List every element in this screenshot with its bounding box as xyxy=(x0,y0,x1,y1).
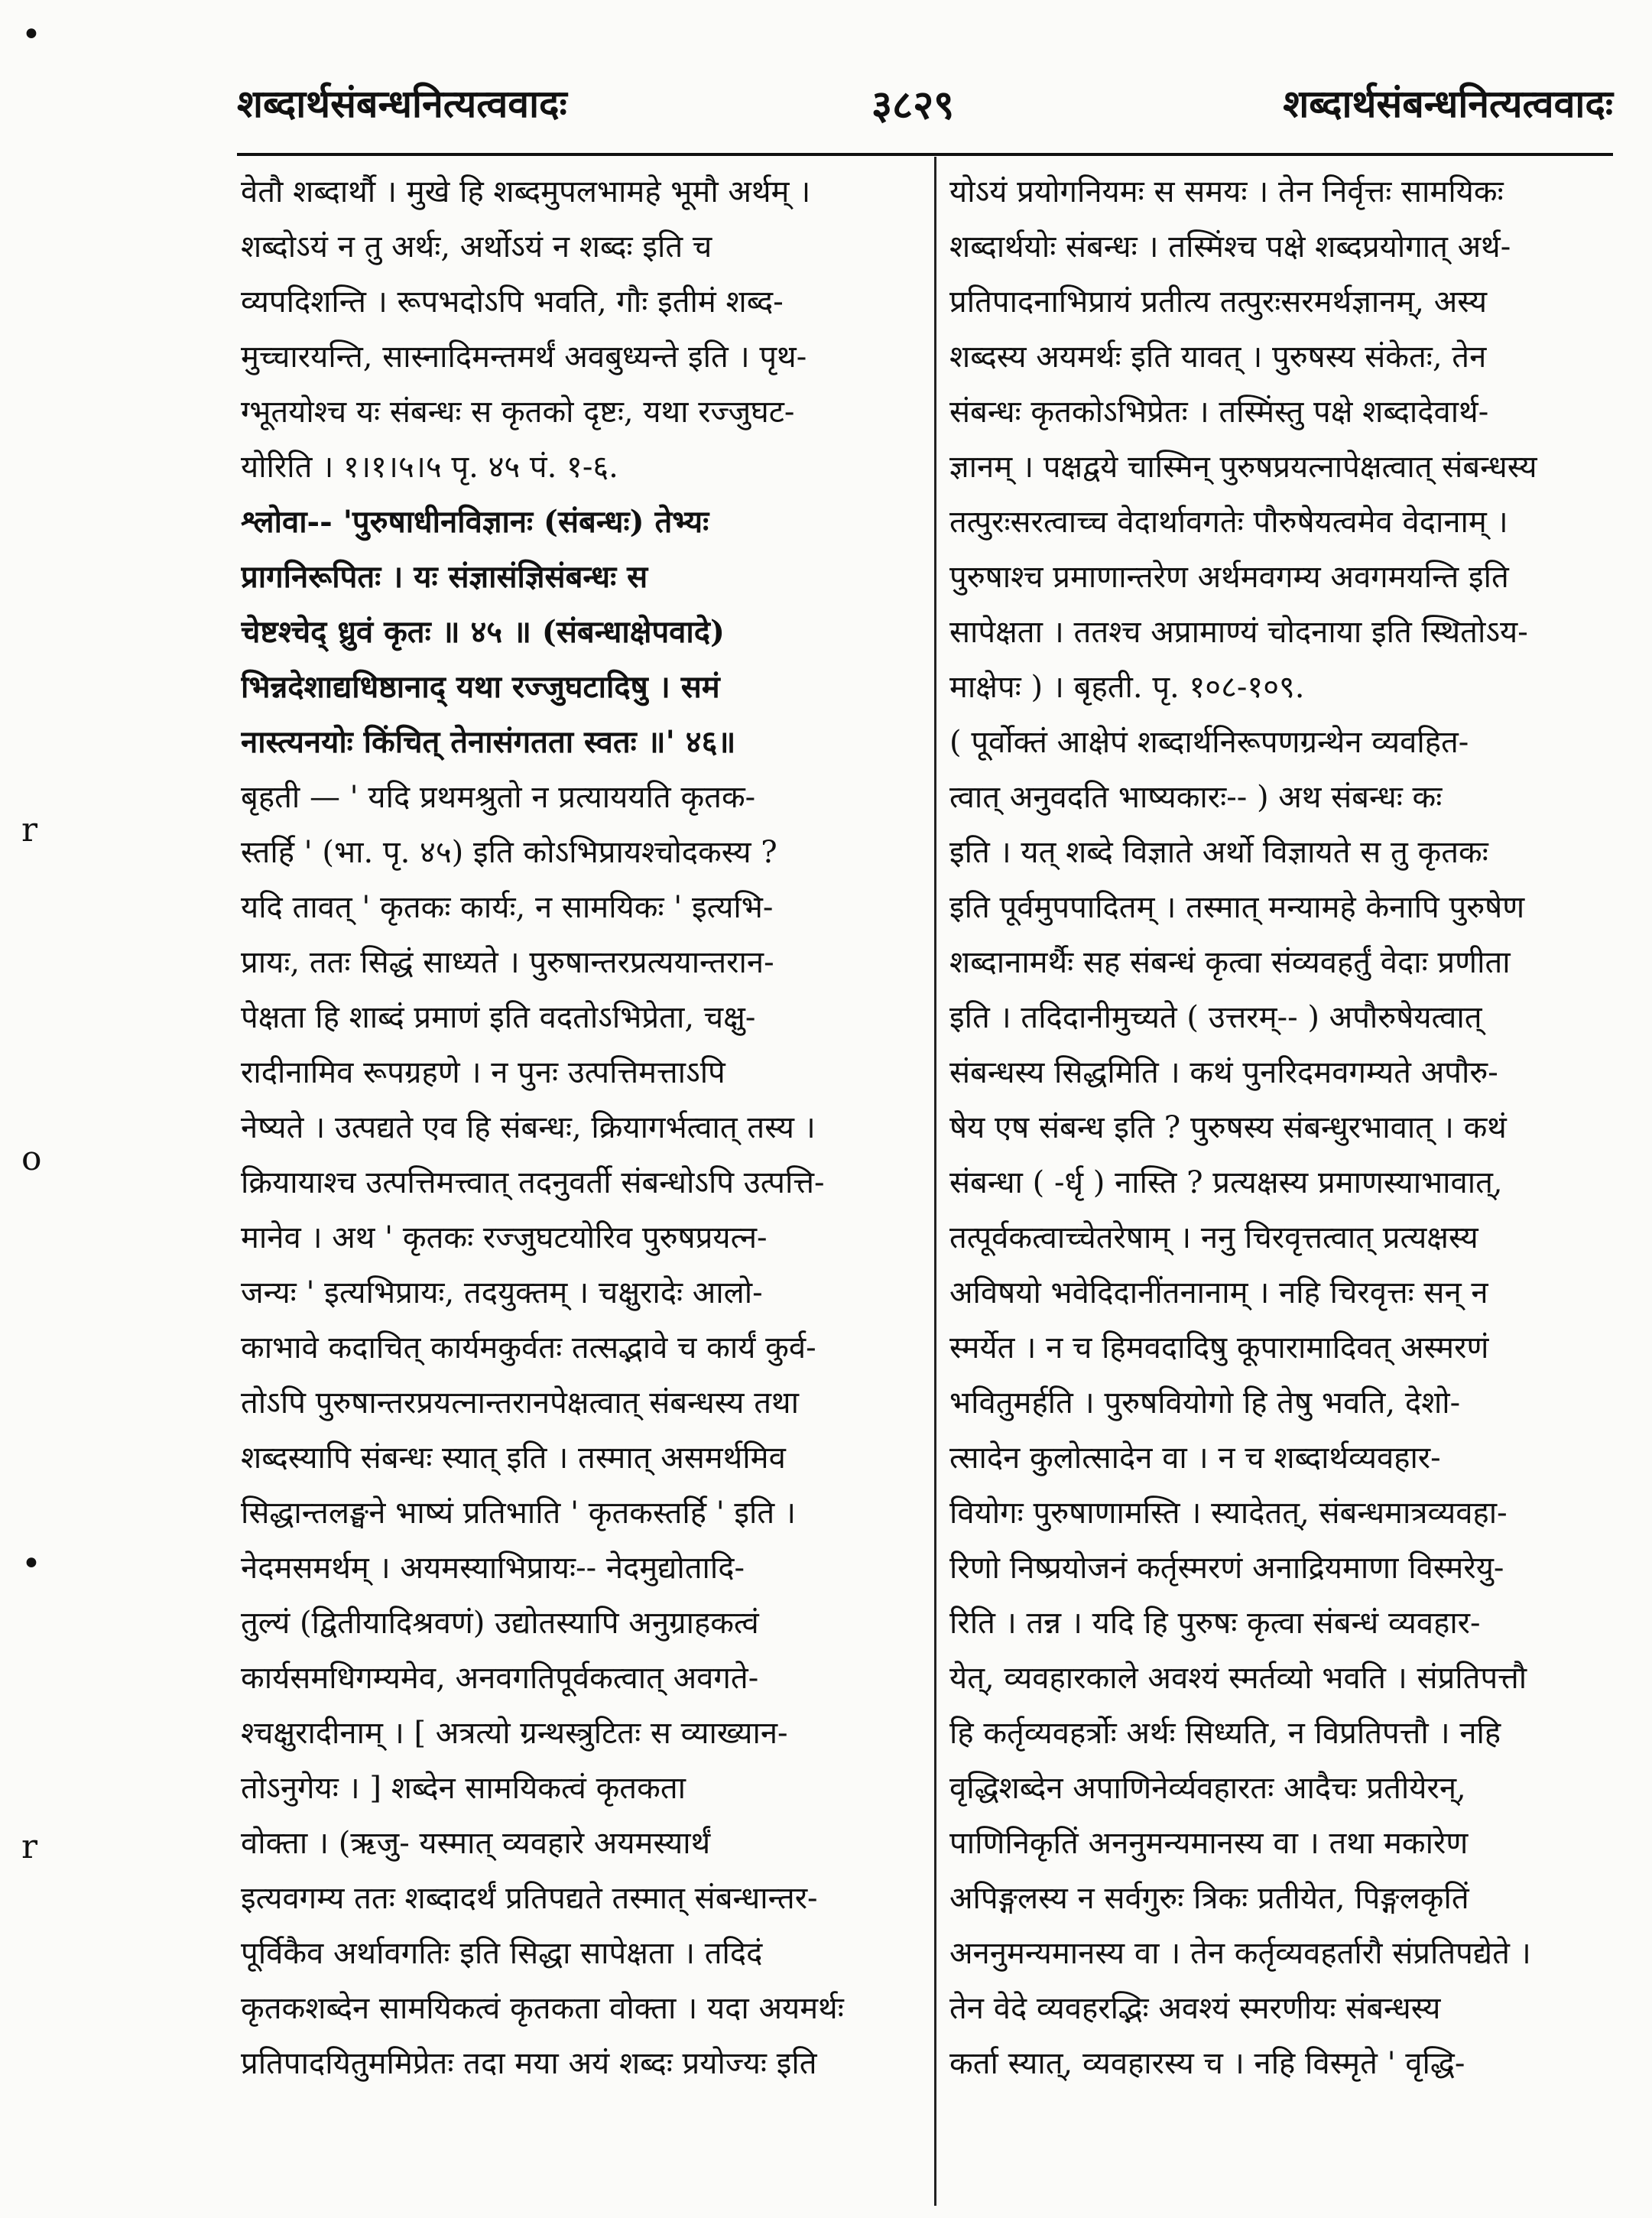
text-line: श्चक्षुरादीनाम् । [ अत्रत्यो ग्रन्थस्त्रुटितः स व्याख्यान- xyxy=(241,1716,788,1751)
text-line: अननुमन्यमानस्य वा । तेन कर्तृव्यवहर्तारौ संप्रतिपद्येते । xyxy=(949,1936,1531,1971)
text-line: तोऽपि पुरुषान्तरप्रयत्नान्तरानपेक्षत्वात् संबन्धस्य तथा xyxy=(241,1385,799,1421)
text-line: कर्ता स्यात्, व्यवहारस्य च । नहि विस्मृते ' वृद्धि- xyxy=(949,2046,1465,2081)
text-line: अविषयो भवेदिदानींतनानाम् । नहि चिरवृत्तः सन् न xyxy=(949,1275,1488,1310)
text-line: रिति । तन्न । यदि हि पुरुषः कृत्वा संबन्धं व्यवहार- xyxy=(949,1606,1481,1641)
text-line: शब्दस्यापि संबन्धः स्यात् इति । तस्मात् असमर्थमिव xyxy=(241,1440,786,1476)
margin-mark: • xyxy=(21,15,41,54)
text-line: योरिति । १।१।५।५ पृ. ४५ पं. १-६. xyxy=(241,450,618,485)
text-line: नास्त्यनयोः किंचित् तेनासंगतता स्वतः ॥' ४६॥ xyxy=(241,724,736,760)
text-line: अपिङ्गलस्य न सर्वगुरुः त्रिकः प्रतीयेत, पिङ्गलकृतिं xyxy=(949,1881,1469,1916)
text-line: स्तर्हि ' (भा. पृ. ४५) इति कोऽभिप्रायश्चोदकस्य ? xyxy=(241,835,777,870)
text-line: रिणो निष्प्रयोजनं कर्तृस्मरणं अनाद्रियमाणा विस्मरेयु- xyxy=(949,1551,1504,1586)
text-line: माक्षेपः ) । बृहती. पृ. १०८-१०९. xyxy=(949,670,1305,705)
text-line: काभावे कदाचित् कार्यमकुर्वतः तत्सद्भावे च कार्यं कुर्व- xyxy=(241,1330,816,1366)
text-line: संबन्धस्य सिद्धमिति । कथं पुनरिदमवगम्यते अपौरु- xyxy=(949,1055,1498,1090)
text-line: षेय एष संबन्ध इति ? पुरुषस्य संबन्धुरभावात् । कथं xyxy=(949,1110,1507,1145)
text-line: हि कर्तृव्यवहर्त्रोः अर्थः सिध्यति, न विप्रतिपत्तौ । नहि xyxy=(949,1716,1501,1751)
text-line: शब्दस्य अयमर्थः इति यावत् । पुरुषस्य संकेतः, तेन xyxy=(949,339,1487,375)
text-line: वेतौ शब्दार्थौ । मुखे हि शब्दमुपलभामहे भूमौ अर्थम् । xyxy=(241,174,811,209)
text-line: चेष्टश्चेद् ध्रुवं कृतः ॥ ४५ ॥ (संबन्धाक्षेपवादे) xyxy=(241,614,725,650)
header-right-title: शब्दार्थसंबन्धनित्यत्ववादः xyxy=(1283,81,1613,126)
text-line: तुल्यं (द्वितीयादिश्रवणं) उद्योतस्यापि अनुग्राहकत्वं xyxy=(241,1606,759,1641)
text-line: तोऽनुगेयः । ] शब्देन सामयिकत्वं कृतकता xyxy=(241,1771,686,1806)
text-line: जन्यः ' इत्यभिप्रायः, तदयुक्तम् । चक्षुरादेः आलो- xyxy=(241,1275,763,1310)
text-line: प्रायः, ततः सिद्धं साध्यते । पुरुषान्तरप्रत्ययान्तरान- xyxy=(241,945,774,980)
left-text-column xyxy=(241,164,914,2091)
text-line: योऽयं प्रयोगनियमः स समयः । तेन निर्वृत्तः सामयिकः xyxy=(949,174,1504,209)
text-line: त्सादेन कुलोत्सादेन वा । न च शब्दार्थव्यवहार- xyxy=(949,1440,1441,1476)
running-header xyxy=(237,76,1613,145)
text-line: सापेक्षता । ततश्च अप्रामाण्यं चोदनाया इति स्थितोऽय- xyxy=(949,615,1528,650)
text-line: स्मर्येत । न च हिमवदादिषु कूपारामादिवत् अस्मरणं xyxy=(949,1330,1489,1366)
text-line: प्रतिपादयितुममिप्रेतः तदा मया अयं शब्दः प्रयोज्यः इति xyxy=(241,2046,817,2081)
text-line: वियोगः पुरुषाणामस्ति । स्यादेतत्, संबन्धमात्रव्यवहा- xyxy=(949,1495,1508,1531)
text-line: कृतकशब्देन सामयिकत्वं कृतकता वोक्ता । यदा अयमर्थः xyxy=(241,1991,844,2026)
text-line: ज्ञानम् । पक्षद्वये चास्मिन् पुरुषप्रयत्नापेक्षत्वात् संबन्धस्य xyxy=(949,450,1537,485)
page-number: ३८२९ xyxy=(871,82,955,128)
margin-mark: o xyxy=(21,1139,42,1178)
text-line: भवितुमर्हति । पुरुषवियोगो हि तेषु भवति, देशो- xyxy=(949,1385,1461,1421)
text-line: संबन्धा ( -र्धृ ) नास्ति ? प्रत्यक्षस्य प्रमाणस्याभावात्, xyxy=(949,1165,1503,1200)
text-line: नेदमसमर्थम् । अयमस्याभिप्रायः-- नेदमुद्योतादि- xyxy=(241,1551,745,1586)
header-left-title: शब्दार्थसंबन्धनित्यत्ववादः xyxy=(237,81,567,126)
column-divider xyxy=(934,157,936,2206)
text-line: पाणिनिकृतिं अननुमन्यमानस्य वा । तथा मकारेण xyxy=(949,1826,1469,1861)
text-line: इति । तदिदानीमुच्यते ( उत्तरम्-- ) अपौरुषेयत्वात् xyxy=(949,1000,1482,1035)
text-line: मानेव । अथ ' कृतकः रज्जुघटयोरिव पुरुषप्रयत्न- xyxy=(241,1220,768,1255)
text-line: ग्भूतयोश्च यः संबन्धः स कृतको दृष्टः, यथा रज्जुघट- xyxy=(241,395,795,430)
text-line: ( पूर्वोक्तं आक्षेपं शब्दार्थनिरूपणग्रन्थेन व्यवहित- xyxy=(949,725,1469,760)
text-line: तत्पुरःसरत्वाच्च वेदार्थावगतेः पौरुषेयत्वमेव वेदानाम् । xyxy=(949,505,1508,540)
right-text-column xyxy=(949,164,1615,2091)
text-line: इति पूर्वमुपपादितम् । तस्मात् मन्यामहे केनापि पुरुषेण xyxy=(949,890,1525,925)
text-line: भिन्नदेशाद्यधिष्ठानाद् यथा रज्जुघटादिषु । समं xyxy=(241,669,720,705)
header-rule xyxy=(237,153,1613,156)
text-line: प्रागनिरूपितः । यः संज्ञासंज्ञिसंबन्धः स xyxy=(241,559,648,595)
text-line: पूर्विकैव अर्थावगतिः इति सिद्धा सापेक्षता । तदिदं xyxy=(241,1936,763,1971)
text-line: श्लोवा-- 'पुरुषाधीनविज्ञानः (संबन्धः) तेभ्यः xyxy=(241,504,709,540)
text-line: पेक्षता हि शाब्दं प्रमाणं इति वदतोऽभिप्रेता, चक्षु- xyxy=(241,1000,756,1035)
text-line: नेष्यते । उत्पद्यते एव हि संबन्धः, क्रियागर्भत्वात् तस्य । xyxy=(241,1110,816,1145)
text-line: इत्यवगम्य ततः शब्दादर्थं प्रतिपद्यते तस्मात् संबन्धान्तर- xyxy=(241,1881,818,1916)
text-line: पुरुषाश्च प्रमाणान्तरेण अर्थमवगम्य अवगमयन्ति इति xyxy=(949,560,1509,595)
text-line: शब्दोऽयं न तु अर्थः, अर्थोऽयं न शब्दः इति च xyxy=(241,229,712,265)
text-line: त्वात् अनुवदति भाष्यकारः-- ) अथ संबन्धः कः xyxy=(949,780,1443,815)
text-line: संबन्धः कृतकोऽभिप्रेतः । तस्मिंस्तु पक्षे शब्दादेवार्थ- xyxy=(949,395,1489,430)
text-line: येत्, व्यवहारकाले अवश्यं स्मर्तव्यो भवति । संप्रतिपत्तौ xyxy=(949,1661,1527,1696)
text-line: तत्पूर्वकत्वाच्चेतरेषाम् । ननु चिरवृत्तत्वात् प्रत्यक्षस्य xyxy=(949,1220,1478,1255)
text-line: सिद्धान्तलङ्घने भाष्यं प्रतिभाति ' कृतकस्तर्हि ' इति । xyxy=(241,1495,797,1531)
text-line: कार्यसमधिगम्यमेव, अनवगतिपूर्वकत्वात् अवगते- xyxy=(241,1661,759,1696)
text-line: शब्दार्थयोः संबन्धः । तस्मिंश्च पक्षे शब्दप्रयोगात् अर्थ- xyxy=(949,229,1511,265)
margin-mark: • xyxy=(21,1544,41,1583)
margin-mark: r xyxy=(21,810,38,849)
text-line: तेन वेदे व्यवहरद्भिः अवश्यं स्मरणीयः संबन्धस्य xyxy=(949,1991,1441,2026)
text-line: यदि तावत् ' कृतकः कार्यः, न सामयिकः ' इत्यभि- xyxy=(241,890,774,925)
text-line: शब्दानामर्थैः सह संबन्धं कृत्वा संव्यवहर्तुं वेदाः प्रणीता xyxy=(949,945,1511,980)
text-line: मुच्चारयन्ति, सास्नादिमन्तमर्थं अवबुध्यन्ते इति । पृथ- xyxy=(241,339,807,375)
text-line: प्रतिपादनाभिप्रायं प्रतीत्य तत्पुरःसरमर्थज्ञानम्, अस्य xyxy=(949,284,1488,320)
text-line: वोक्ता । (ऋजु- यस्मात् व्यवहारे अयमस्यार्थं xyxy=(241,1826,711,1861)
text-line: वृद्धिशब्देन अपाणिनेर्व्यवहारतः आदैचः प्रतीयेरन्, xyxy=(949,1771,1466,1806)
text-line: बृहती — ' यदि प्रथमश्रुतो न प्रत्याययति कृतक- xyxy=(241,780,756,815)
text-line: इति । यत् शब्दे विज्ञाते अर्थो विज्ञायते स तु कृतकः xyxy=(949,835,1488,870)
text-line: व्यपदिशन्ति । रूपभदोऽपि भवति, गौः इतीमं शब्द- xyxy=(241,284,784,320)
margin-mark: r xyxy=(21,1827,38,1866)
text-line: क्रियायाश्च उत्पत्तिमत्त्वात् तदनुवर्ती संबन्धोऽपि उत्पत्ति- xyxy=(241,1165,825,1200)
text-line: रादीनामिव रूपग्रहणे । न पुनः उत्पत्तिमत्ताऽपि xyxy=(241,1055,725,1090)
